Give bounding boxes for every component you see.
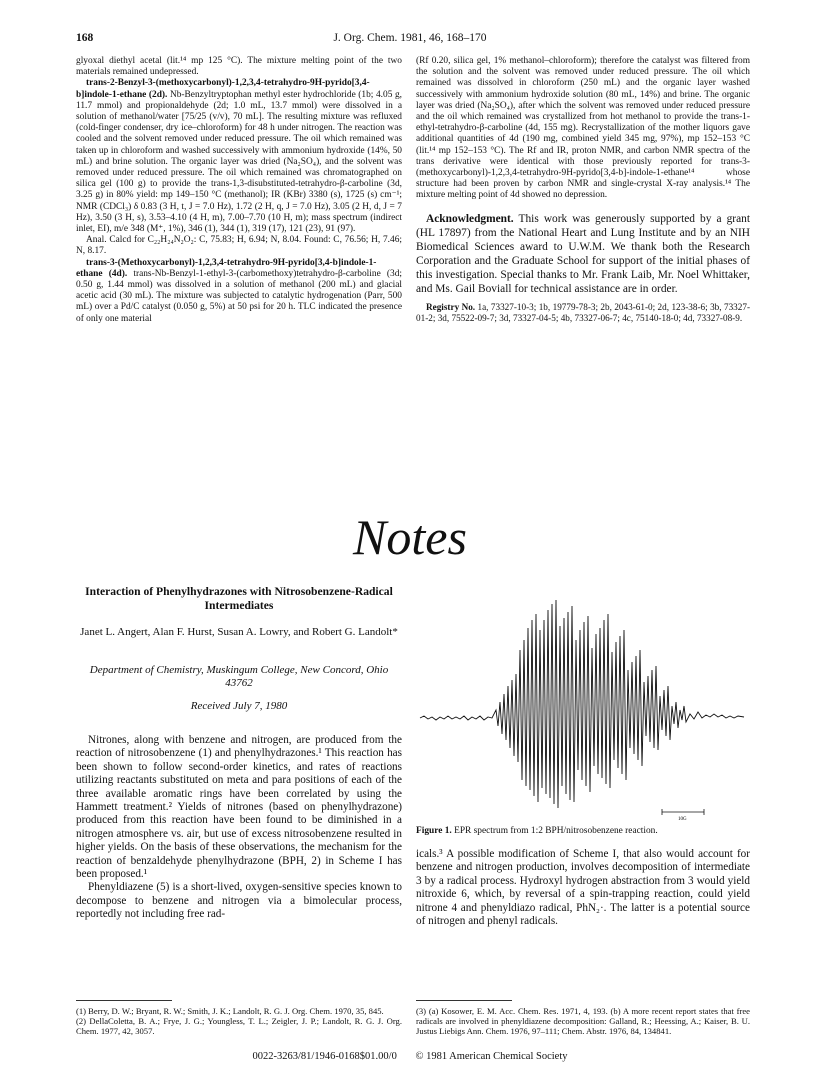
page-number: 168 bbox=[76, 32, 94, 44]
footnotes-right bbox=[416, 1006, 750, 1037]
article-title: Interaction of Phenylhydrazones with Nitrosobenzene-Radical Intermediates bbox=[85, 585, 393, 612]
ack-title: Acknowledgment. bbox=[426, 212, 514, 225]
copyright: © 1981 American Chemical Society bbox=[415, 1051, 568, 1062]
article-body-left bbox=[76, 734, 402, 922]
journal-header: J. Org. Chem. 1981, 46, 168–170 bbox=[333, 32, 487, 44]
figure-scale-label: 10G bbox=[678, 817, 687, 820]
paragraph: icals.³ A possible modification of Scheme I, that also would account for benzene and nitrogen production, involves decomposition of intermediate 3 by a radical process. Hydroxyl hydrogen abstraction from 3 would yield nitroxide 6, which, by reversal of a spin-trapping reaction, could yield nitrone 4 and phenyldiazo radical, PhN₂·. The latter is a potential source of nitrogen and phenyl radicals. bbox=[416, 848, 750, 928]
left-column-top bbox=[76, 56, 402, 325]
compound-4d-text: trans-Nb-Benzyl-1-ethyl-3-(carbomethoxy)tetrahydro-β-carboline (3d; 0.50 g, 1.44 mmol) was dissolved in a solution of methanol (200 mL) and glacial acetic acid (30 mL). The mixture was subjected to catalytic hydrogenation (Parr, 500 mL) over a Pd/C catalyst (0.050 g, 5%) at 50 psi for 20 h. TLC indicated the presence of only one material bbox=[76, 268, 402, 324]
compound-2d-title: trans-2-Benzyl-3-(methoxycarbonyl)-1,2,3,4-tetrahydro-9H-pyrido[3,4-b]indole-1-ethane (2d). bbox=[76, 78, 370, 100]
compound-2d-text: Nb-Benzyltryptophan methyl ester hydrochloride (1b; 4.05 g, 11.7 mmol) and propionaldehyde (2d; 1.0 mL, 13.7 mmol) were dissolved in a solution of methanol/water [75/25 (v/v), 70 mL]. The resulting mixture was refluxed (cold-finger condenser, dry ice–chloroform) for 48 h under nitrogen. The reaction was cooled and the solvent removed under reduced pressure. The oil which remained was taken up in chloroform and washed successively with ammonium hydroxide (14%, 50 mL) and brine solution. The organic layer was dried (Na₂SO₄), and the solvent was removed under reduced pressure. The oil which remained was chromatographed on silica gel (100 g) to provide the trans-1,3-disubstituted-tetrahydro-β-carboline (3d, 3.25 g) in 80% yield: mp 149–150 °C (methanol); IR (KBr) 3380 (s), 1725 (s) cm⁻¹; NMR (CDCl₃) δ 0.83 (3 H, t, J = 7.0 Hz), 1.72 (2 H, q, J = 7.0 Hz), 3.05 (2 H, d, J = 7 Hz), 3.50 (3 H, s), 3.53–4.10 (4 H, m), 7.00–7.70 (10 H, m); mass spectrum (indirect inlet, EI), m/e 348 (M⁺, 1%), 346 (1), 344 (1), 319 (17), 121 (23), 91 (97). bbox=[76, 89, 402, 235]
paragraph: Nitrones, along with benzene and nitrogen, are produced from the reaction of nitrosobenzene (1) and phenylhydrazones.¹ This reaction has been shown to follow second-order kinetics, and rates of reactions utilizing reactants substituted on meta and para positions of each of the three available aromatic rings have been correlated by using the Hammett treatment.² Yields of nitrones (based on phenylhydrazone) produced from this reaction have been found to be diminished in a nitrogen atmosphere vs. air, but use of excess nitrosobenzene resulted in higher yields. On the basis of these observations, the mechanism for the reaction of benzaldehyde phenylhydrazone (BPH, 2) in Scheme I has been proposed.¹ bbox=[76, 734, 402, 881]
article-received: Received July 7, 1980 bbox=[190, 700, 288, 712]
registry-numbers bbox=[416, 302, 750, 324]
footnote-divider-right bbox=[416, 1000, 512, 1001]
page-footer bbox=[0, 1051, 820, 1062]
compound-4d-paragraph bbox=[76, 258, 402, 325]
paragraph: glyoxal diethyl acetal (lit.¹⁴ mp 125 °C). The mixture melting point of the two materials remained undepressed. bbox=[76, 56, 402, 78]
anal-paragraph: Anal. Calcd for C₂₂H₂₄N₂O₂: C, 75.83; H, 6.94; N, 8.04. Found: C, 76.56; H, 7.46; N, 8.17. bbox=[76, 235, 402, 257]
article-body-right bbox=[416, 848, 750, 928]
paragraph: Phenyldiazene (5) is a short-lived, oxygen-sensitive species known to decompose to benzene and nitrogen via a bimolecular process, reportedly not including free rad- bbox=[76, 881, 402, 921]
footnote-divider-left bbox=[76, 1000, 172, 1001]
footnote: (1) Berry, D. W.; Bryant, R. W.; Smith, J. K.; Landolt, R. G. J. Org. Chem. 1970, 35, 845. bbox=[76, 1006, 384, 1016]
epr-spectrum-figure bbox=[416, 590, 750, 820]
acknowledgment bbox=[416, 212, 750, 296]
right-column-top bbox=[416, 56, 750, 324]
article-authors: Janet L. Angert, Alan F. Hurst, Susan A. Lowry, and Robert G. Landolt* bbox=[80, 626, 398, 638]
ack-text: This work was generously supported by a grant (HL 17897) from the National Heart and Lung Institute and by an NIH Biomedical Sciences award to U.W.M. We thank both the Research Corporation and the Graduate School for support of the initial phases of this investigation. Special thanks to Mr. Frank Laib, Mr. Noel Whittaker, and Ms. Gail Boviall for technical assistance are in order. bbox=[416, 212, 750, 295]
paragraph: (Rf 0.20, silica gel, 1% methanol–chloroform); therefore the catalyst was filtered from the solution and the solvent was removed under reduced pressure. The oil which remained was dissolved in chloroform (250 mL) and the organic layer washed successively with ammonium hydroxide solution (80 mL, 14%) and brine. The organic layer was dried (Na₂SO₄), after which the solvent was removed under reduced pressure and the oil which remained was crystallized from hot methanol to provide the trans-1-ethyl-tetrahydro-β-carboline (4d, 155 mg). Recrystallization of the mother liquors gave additional quantities of 4d (190 mg, combined yield 345 mg, 97%), mp 152–153 °C (lit.¹⁴ mp 152–153 °C). The Rf and IR, proton NMR, and carbon NMR spectra of the trans derivative were identical with those previously reported for trans-3-(methoxycarbonyl)-1,2,3,4-tetrahydro-9H-pyrido[3,4-b]-indole-1-ethane¹⁴ whose structure had been proven by carbon NMR and single-crystal X-ray analysis.¹⁴ The mixture melting point of 4d showed no depression. bbox=[416, 56, 750, 201]
compound-4d-title: trans-3-(Methoxycarbonyl)-1,2,3,4-tetrahydro-9H-pyrido[3,4-b]indole-1-ethane (4d). bbox=[76, 257, 377, 279]
footnotes-left bbox=[76, 1006, 402, 1037]
registry-title: Registry No. bbox=[426, 301, 476, 312]
footnote: (3) (a) Kosower, E. M. Acc. Chem. Res. 1971, 4, 193. (b) A more recent report states that free radicals are involved in phenyldiazene decomposition: Galland, R.; Heessing, A.; Kaiser, B. U. Justus Liebigs Ann. Chem. 1976, 97–111; Chem. Abstr. 1976, 84, 134841. bbox=[416, 1006, 750, 1037]
article-affiliation: Department of Chemistry, Muskingum College, New Concord, Ohio 43762 bbox=[89, 664, 389, 689]
compound-2d-paragraph bbox=[76, 78, 402, 235]
figure-caption-text: EPR spectrum from 1:2 BPH/nitrosobenzene reaction. bbox=[454, 826, 658, 836]
notes-heading: Notes bbox=[353, 509, 467, 565]
figure-caption-label: Figure 1. bbox=[416, 826, 452, 836]
epr-spectrum-trace bbox=[420, 600, 744, 808]
registry-text: 1a, 73327-10-3; 1b, 19779-78-3; 2b, 2043-61-0; 2d, 123-38-6; 3b, 73327-01-2; 3d, 75522-09-7; 3d, 73327-04-5; 4b, 73327-06-7; 4c, 75140-18-0; 4d, 73327-08-9. bbox=[416, 301, 750, 323]
journal-code: 0022-3263/81/1946-0168$01.00/0 bbox=[252, 1051, 397, 1062]
footnote: (2) DellaColetta, B. A.; Frye, J. G.; Youngless, T. L.; Zeigler, J. P.; Landolt, R. G. J. Org. Chem. 1977, 42, 3057. bbox=[76, 1016, 402, 1037]
figure-caption bbox=[416, 826, 750, 837]
